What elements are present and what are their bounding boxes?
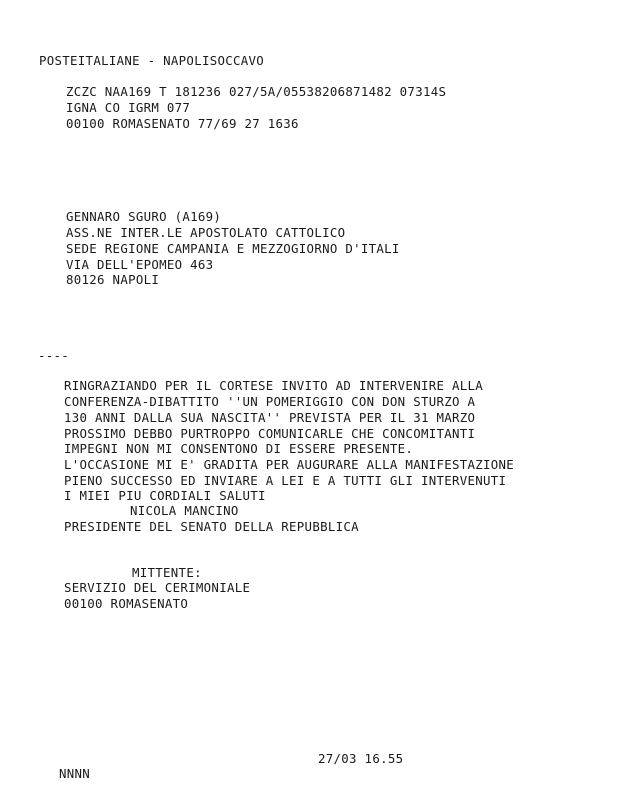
message-line: RINGRAZIANDO PER IL CORTESE INVITO AD INTERVENIRE ALLA [64,378,484,393]
timestamp: 27/03 16.55 [318,751,404,766]
message-line: I MIEI PIU CORDIALI SALUTI [64,488,266,503]
message-line: PROSSIMO DEBBO PURTROPPO COMUNICARLE CHE CONCOMITANTI [64,426,476,441]
routing-line: 00100 ROMASENATO 77/69 27 1636 [66,116,299,131]
message-line: PIENO SUCCESSO ED INVIARE A LEI E A TUTTI GLI INTERVENUTI [64,473,507,488]
recipient-line: VIA DELL'EPOMEO 463 [66,257,214,272]
recipient-line: GENNARO SGURO (A169) [66,209,222,224]
end-marker: NNNN [59,766,91,781]
message-line: L'OCCASIONE MI E' GRADITA PER AUGURARE ALLA MANIFESTAZIONE [64,457,515,472]
sender-line: 00100 ROMASENATO [64,596,189,611]
recipient-line: 80126 NAPOLI [66,272,160,287]
sender-line: SERVIZIO DEL CERIMONIALE [64,580,251,595]
routing-line: IGNA CO IGRM 077 [66,100,191,115]
signature-title: PRESIDENTE DEL SENATO DELLA REPUBBLICA [64,519,359,534]
sender-label: MITTENTE: [132,565,202,580]
message-line: IMPEGNI NON MI CONSENTONO DI ESSERE PRESENTE. [64,441,414,456]
recipient-line: ASS.NE INTER.LE APOSTOLATO CATTOLICO [66,225,346,240]
signature-name: NICOLA MANCINO [130,503,239,518]
sender-office: POSTEITALIANE - NAPOLISOCCAVO [39,53,265,68]
routing-line: ZCZC NAA169 T 181236 027/5A/05538206871482 07314S [66,84,447,99]
recipient-line: SEDE REGIONE CAMPANIA E MEZZOGIORNO D'ITALI [66,241,400,256]
message-line: 130 ANNI DALLA SUA NASCITA'' PREVISTA PER IL 31 MARZO [64,410,476,425]
separator: ---- [38,348,70,363]
message-line: CONFERENZA-DIBATTITO ''UN POMERIGGIO CON DON STURZO A [64,394,476,409]
